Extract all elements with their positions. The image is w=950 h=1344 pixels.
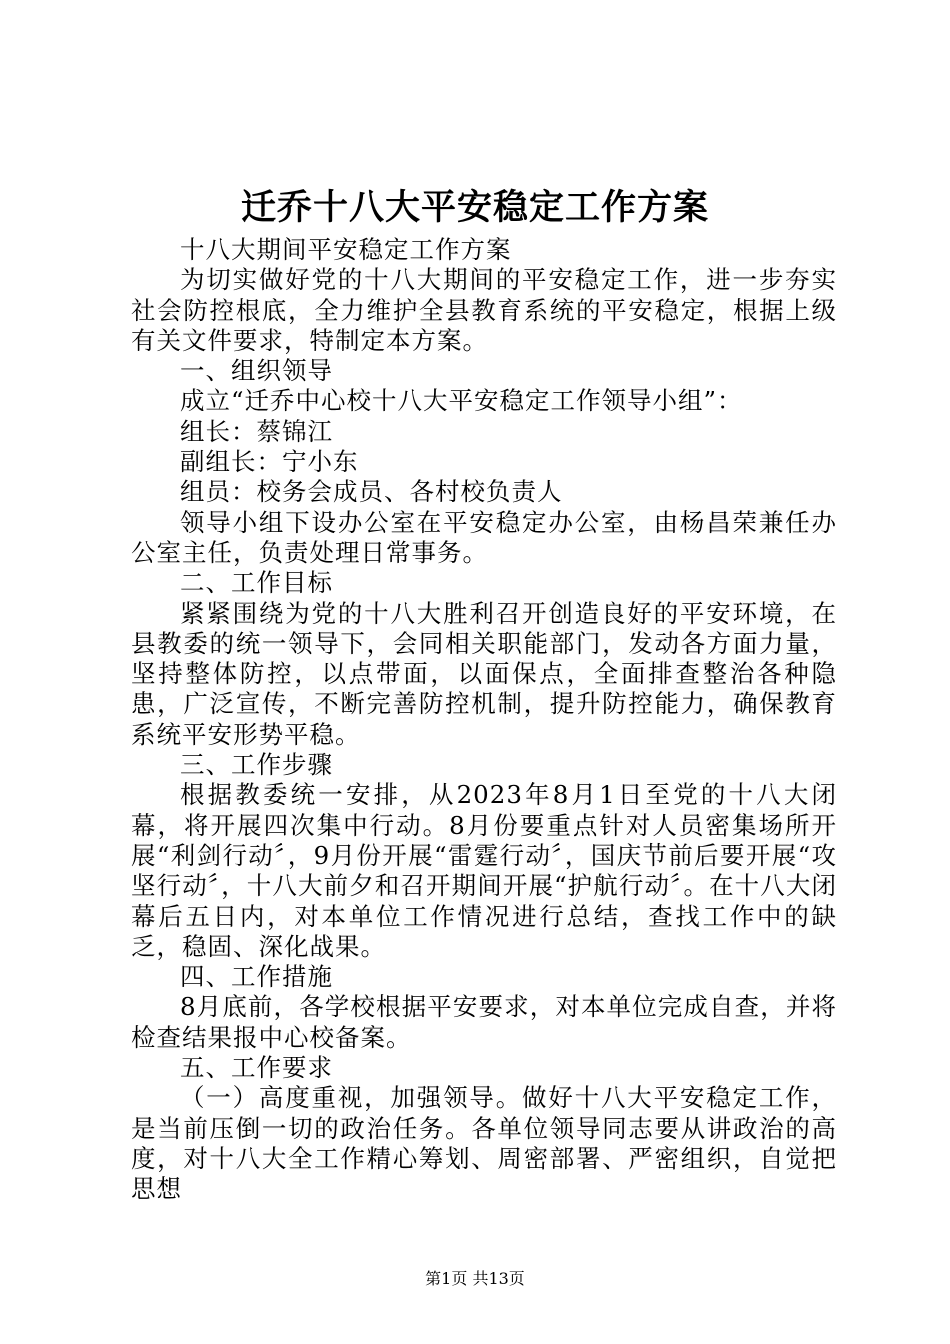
page-footer: 第1页 共13页 (425, 1269, 525, 1288)
paragraph: 为切实做好党的十八大期间的平安稳定工作，进一步夯实社会防控根底，全力维护全县教育系统的平安稳定，根据上级有关文件要求，特制定本方案。 (131, 265, 837, 355)
paragraph: 副组长：宁小东 (180, 447, 359, 477)
section-heading: 三、工作步骤 (180, 750, 333, 780)
paragraph: 8月底前，各学校根据平安要求，对本单位完成自查，并将检查结果报中心校备案。 (131, 992, 837, 1052)
section-heading: 五、工作要求 (180, 1053, 333, 1083)
paragraph: 领导小组下设办公室在平安稳定办公室，由杨昌荣兼任办公室主任，负责处理日常事务。 (131, 507, 837, 567)
paragraph: 组员：校务会成员、各村校负责人 (180, 477, 563, 507)
document-body (131, 235, 837, 1205)
section-heading: 一、组织领导 (180, 356, 333, 386)
document-title: 迁乔十八大平安稳定工作方案 (240, 187, 709, 228)
section-heading: 二、工作目标 (180, 568, 333, 598)
paragraph: 成立“迁乔中心校十八大平安稳定工作领导小组”： (180, 386, 743, 416)
paragraph: 紧紧围绕为党的十八大胜利召开创造良好的平安环境，在县教委的统一领导下，会同相关职能部门，发动各方面力量，坚持整体防控，以点带面，以面保点，全面排查整治各种隐患，广泛宣传，不断完善防控机制，提升防控能力，确保教育系统平安形势平稳。 (131, 598, 837, 749)
section-heading: 四、工作措施 (180, 962, 333, 992)
paragraph: （一）高度重视，加强领导。做好十八大平安稳定工作，是当前压倒一切的政治任务。各单位领导同志要从讲政治的高度，对十八大全工作精心筹划、周密部署、严密组织，自觉把思想 (131, 1083, 837, 1204)
paragraph: 十八大期间平安稳定工作方案 (180, 235, 512, 264)
paragraph: 组长：蔡锦江 (180, 416, 333, 446)
paragraph: 根据教委统一安排，从2023年8月1日至党的十八大闭幕，将开展四次集中行动。8月份要重点针对人员密集场所开展“利剑行动〞，9月份开展“雷霆行动〞，国庆节前后要开展“攻坚行动〞，十八大前夕和召开期间开展“护航行动〞。在十八大闭幕后五日内，对本单位工作情况进行总结，查找工作中的缺乏，稳固、深化战果。 (131, 780, 837, 961)
